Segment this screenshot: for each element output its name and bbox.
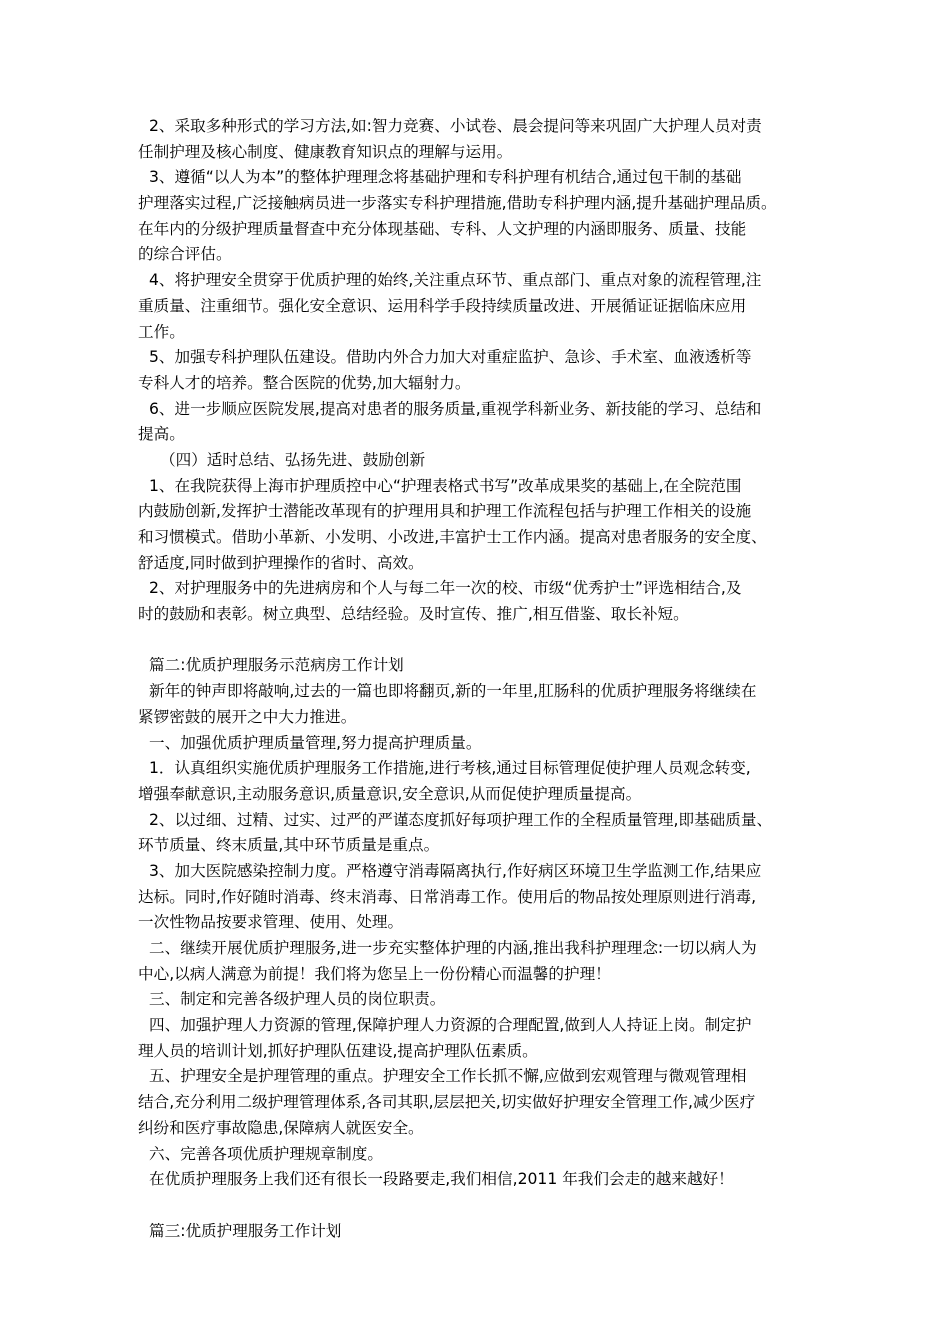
text-line: 任制护理及核心制度、健康教育知识点的理解与运用。 xyxy=(138,142,513,161)
text-line: 六、完善各项优质护理规章制度。 xyxy=(149,1144,383,1163)
text-line: 时的鼓励和表彰。树立典型、总结经验。及时宣传、推广,相互借鉴、取长补短。 xyxy=(138,605,689,624)
text-line: 和习惯模式。借助小革新、小发明、小改进,丰富护士工作内涵。提高对患者服务的安全度、 xyxy=(138,528,767,546)
text-line: 结合,充分利用二级护理管理体系,各司其职,层层把关,切实做好护理安全管理工作,减少医疗 xyxy=(138,1093,756,1112)
text-line: 一、加强优质护理质量管理,努力提高护理质量。 xyxy=(149,733,482,752)
text-line: 新年的钟声即将敲响,过去的一篇也即将翻页,新的一年里,肛肠科的优质护理服务将继续在 xyxy=(149,682,757,701)
text-line: 2、采取多种形式的学习方法,如:智力竞赛、小试卷、晨会提问等来巩固广大护理人员对责 xyxy=(149,117,762,135)
text-line: 2、对护理服务中的先进病房和个人与每二年一次的校、市级“优秀护士”评选相结合,及 xyxy=(149,579,742,598)
text-line: 三、制定和完善各级护理人员的岗位职责。 xyxy=(149,990,446,1009)
document-page xyxy=(138,114,828,1244)
text-line: 重质量、注重细节。强化安全意识、运用科学手段持续质量改进、开展循证证据临床应用 xyxy=(138,296,747,315)
text-line: 环节质量、终末质量,其中环节质量是重点。 xyxy=(138,836,440,855)
text-line: 提高。 xyxy=(138,425,185,444)
text-line: 在优质护理服务上我们还有很长一段路要走,我们相信,2011 年我们会走的越来越好！ xyxy=(149,1170,734,1189)
text-line: 工作。 xyxy=(138,322,185,341)
blank-line xyxy=(138,628,828,654)
text-line: 舒适度,同时做到护理操作的省时、高效。 xyxy=(138,553,424,572)
text-line: 专科人才的培养。整合医院的优势,加大辐射力。 xyxy=(138,373,471,392)
text-line: 达标。同时,作好随时消毒、终末消毒、日常消毒工作。使用后的物品按处理原则进行消毒, xyxy=(138,887,757,906)
blank-line xyxy=(138,1193,828,1219)
text-line: 护理落实过程,广泛接触病员进一步落实专科护理措施,借助专科护理内涵,提升基础护理品质。 xyxy=(138,194,777,213)
text-line: 中心,以病人满意为前提！我们将为您呈上一份份精心而温馨的护理！ xyxy=(138,964,611,983)
text-line: 5、加强专科护理队伍建设。借助内外合力加大对重症监护、急诊、手术室、血液透析等 xyxy=(149,348,752,367)
text-line: 纠纷和医疗事故隐患,保障病人就医安全。 xyxy=(138,1118,424,1137)
text-line: 四、加强护理人力资源的管理,保障护理人力资源的合理配置,做到人人持证上岗。制定护 xyxy=(149,1016,752,1035)
text-line: 1、在我院获得上海市护理质控中心“护理表格式书写”改革成果奖的基础上,在全院范围 xyxy=(149,476,742,495)
text-line: 理人员的培训计划,抓好护理队伍建设,提高护理队伍素质。 xyxy=(138,1041,538,1060)
text-line: 在年内的分级护理质量督查中充分体现基础、专科、人文护理的内涵即服务、质量、技能 xyxy=(138,219,747,238)
text-line: 一次性物品按要求管理、使用、处理。 xyxy=(138,913,404,932)
text-line: 的综合评估。 xyxy=(138,245,232,264)
text-line: （四）适时总结、弘扬先进、鼓励创新 xyxy=(160,450,426,469)
text-line: 篇三:优质护理服务工作计划 xyxy=(149,1221,342,1240)
text-line: 内鼓励创新,发挥护士潜能改革现有的护理用具和护理工作流程包括与护理工作相关的设施 xyxy=(138,502,752,521)
text-line: 2、以过细、过精、过实、过严的严谨态度抓好每项护理工作的全程质量管理,即基础质量、 xyxy=(149,810,773,829)
text-line: 篇二:优质护理服务示范病房工作计划 xyxy=(149,656,404,675)
text-line: 紧锣密鼓的展开之中大力推进。 xyxy=(138,707,357,726)
text-line: 五、护理安全是护理管理的重点。护理安全工作长抓不懈,应做到宏观管理与微观管理相 xyxy=(149,1067,747,1086)
text-line: 增强奉献意识,主动服务意识,质量意识,安全意识,从而促使护理质量提高。 xyxy=(138,784,642,803)
text-line: 二、继续开展优质护理服务,进一步充实整体护理的内涵,推出我科护理理念:一切以病人为 xyxy=(149,939,757,957)
text-line: 3、加大医院感染控制力度。严格遵守消毒隔离执行,作好病区环境卫生学监测工作,结果应 xyxy=(149,861,762,880)
text-line: 4、将护理安全贯穿于优质护理的始终,关注重点环节、重点部门、重点对象的流程管理,注 xyxy=(149,271,762,290)
text-line: 3、遵循“以人为本”的整体护理理念将基础护理和专科护理有机结合,通过包干制的基础 xyxy=(149,168,742,187)
text-line: 1．认真组织实施优质护理服务工作措施,进行考核,通过目标管理促使护理人员观念转变, xyxy=(149,759,751,778)
text-line: 6、进一步顺应医院发展,提高对患者的服务质量,重视学科新业务、新技能的学习、总结和 xyxy=(149,399,762,418)
